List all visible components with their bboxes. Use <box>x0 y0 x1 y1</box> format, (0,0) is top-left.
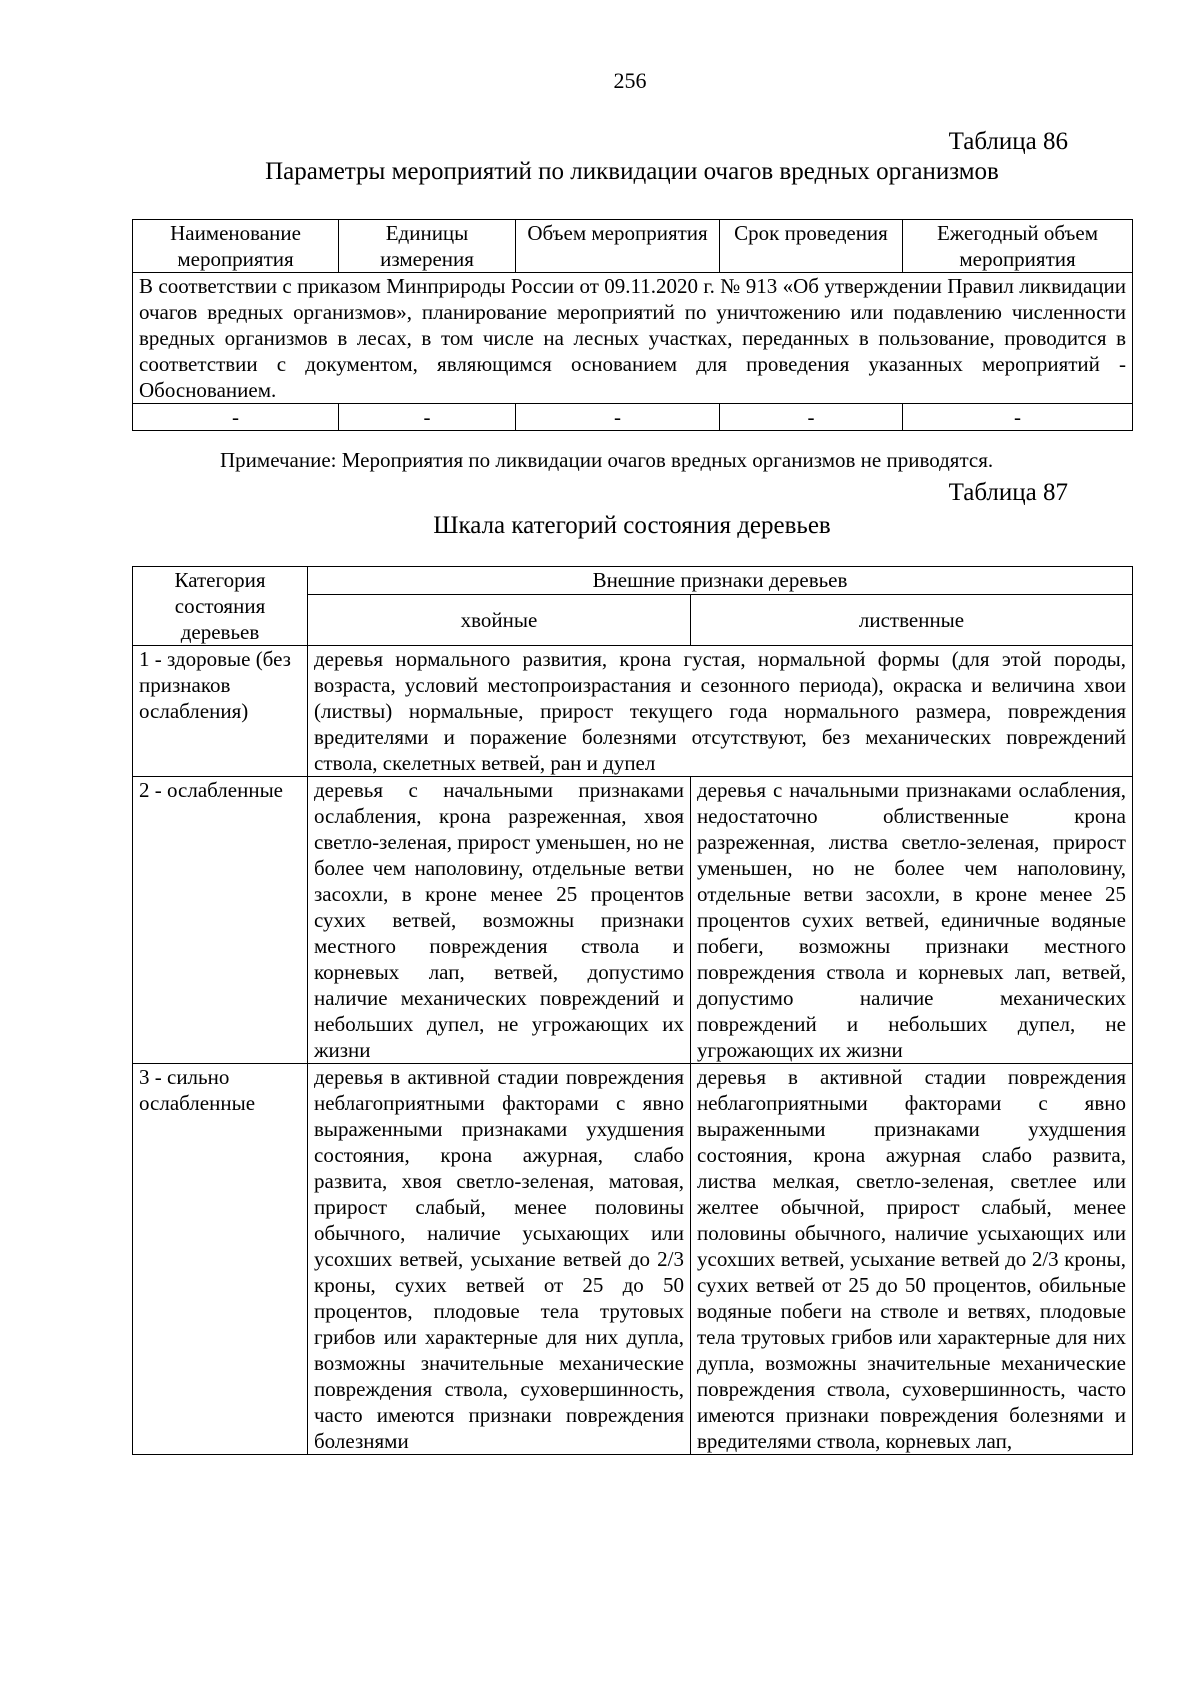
category-cell: 1 - здоровые (без признаков ослабления) <box>133 646 308 777</box>
table-86-dash-row <box>133 404 1133 431</box>
table-87-header-conifer: хвойные <box>308 595 691 646</box>
table-row <box>133 1064 1133 1455</box>
table-87-header-signs: Внешние признаки деревьев <box>308 567 1133 595</box>
table-86-title: Параметры мероприятий по ликвидации очагов вредных организмов <box>265 158 999 185</box>
table-86 <box>132 219 1133 431</box>
category-cell: 2 - ослабленные <box>133 777 308 1064</box>
table-86-label: Таблица 86 <box>948 128 1068 155</box>
table-86-merged-row <box>133 273 1133 404</box>
table-row <box>133 646 1133 777</box>
deciduous-cell: деревья с начальными признаками ослабления, недостаточно облиственные крона разреженная, листва светло-зеленая, прирост уменьшен, но не более чем наполовину, отдельные ветви засохли, в кроне менее 25 процентов сухих ветвей, единичные водяные побеги, возможны признаки местного повреждения ствола и корневых лап, ветвей, допустимо наличие механических повреждений и небольших дупел, не угрожающих их жизни <box>691 777 1133 1064</box>
conifer-cell: деревья с начальными признаками ослабления, крона разреженная, хвоя светло-зеленая, прирост уменьшен, но не более чем наполовину, отдельные ветви засохли, в кроне менее 25 процентов сухих ветвей, возможны признаки местного повреждения ствола и корневых лап, ветвей, допустимо наличие механических повреждений и небольших дупел, не угрожающих их жизни <box>308 777 691 1064</box>
table-87-header-row <box>133 567 1133 595</box>
table-86-header-cell: Наименование мероприятия <box>133 220 339 273</box>
table-87-title: Шкала категорий состояния деревьев <box>433 512 831 539</box>
table-87-header-deciduous: лиственные <box>691 595 1133 646</box>
table-86-cell: - <box>903 404 1133 431</box>
category-cell: 3 - сильно ослабленные <box>133 1064 308 1455</box>
signs-merged-cell: деревья нормального развития, крона густая, нормальной формы (для этой породы, возраста, условий местопроизрастания и сезонного периода), окраска и величина хвои (листвы) нормальные, прирост текущего года нормального размера, повреждения вредителями и поражение болезнями отсутствуют, без механических повреждений ствола, скелетных ветвей, ран и дупел <box>308 646 1133 777</box>
table-86-header-row <box>133 220 1133 273</box>
table-87-label: Таблица 87 <box>948 479 1068 506</box>
table-86-cell: - <box>339 404 516 431</box>
table-86-merged-cell: В соответствии с приказом Минприроды России от 09.11.2020 г. № 913 «Об утверждении Правил ликвидации очагов вредных организмов», планирование мероприятий по уничтожению или подавлению численности вредных организмов в лесах, в том числе на лесных участках, переданных в пользование, проводится в соответствии с документом, являющимся основанием для проведения указанных мероприятий - Обоснованием. <box>133 273 1133 404</box>
table-87 <box>132 566 1133 1455</box>
table-86-cell: - <box>133 404 339 431</box>
table-row <box>133 777 1133 1064</box>
table-86-header-cell: Ежегодный объем мероприятия <box>903 220 1133 273</box>
table-86-header-cell: Единицы измерения <box>339 220 516 273</box>
page-number: 256 <box>613 68 647 93</box>
table-86-header-cell: Объем мероприятия <box>516 220 720 273</box>
table-86-note: Примечание: Мероприятия по ликвидации очагов вредных организмов не приводятся. <box>220 448 994 472</box>
table-86-cell: - <box>720 404 903 431</box>
deciduous-cell: деревья в активной стадии повреждения неблагоприятными факторами с явно выраженными признаками ухудшения состояния, крона ажурная слабо развита, листва мелкая, светло-зеленая, светлее или желтее обычной, прирост слабый, менее половины обычного, наличие усыхающих или усохших ветвей, усыхание ветвей до 2/3 кроны, сухих ветвей от 25 до 50 процентов, обильные водяные побеги на стволе и ветвях, плодовые тела трутовых грибов или характерные для них дупла, возможны значительные механические повреждения ствола, суховершинность, часто имеются признаки повреждения болезнями и вредителями ствола, корневых лап, <box>691 1064 1133 1455</box>
table-86-header-cell: Срок проведения <box>720 220 903 273</box>
table-87-header-category: Категория состояния деревьев <box>133 567 308 646</box>
conifer-cell: деревья в активной стадии повреждения неблагоприятными факторами с явно выраженными признаками ухудшения состояния, крона ажурная, слабо развита, хвоя светло-зеленая, матовая, прирост слабый, менее половины обычного, наличие усыхающих или усохших ветвей, усыхание ветвей до 2/3 кроны, сухих ветвей от 25 до 50 процентов, плодовые тела трутовых грибов или характерные для них дупла, возможны значительные механические повреждения ствола, суховершинность, часто имеются признаки повреждения болезнями <box>308 1064 691 1455</box>
table-86-cell: - <box>516 404 720 431</box>
